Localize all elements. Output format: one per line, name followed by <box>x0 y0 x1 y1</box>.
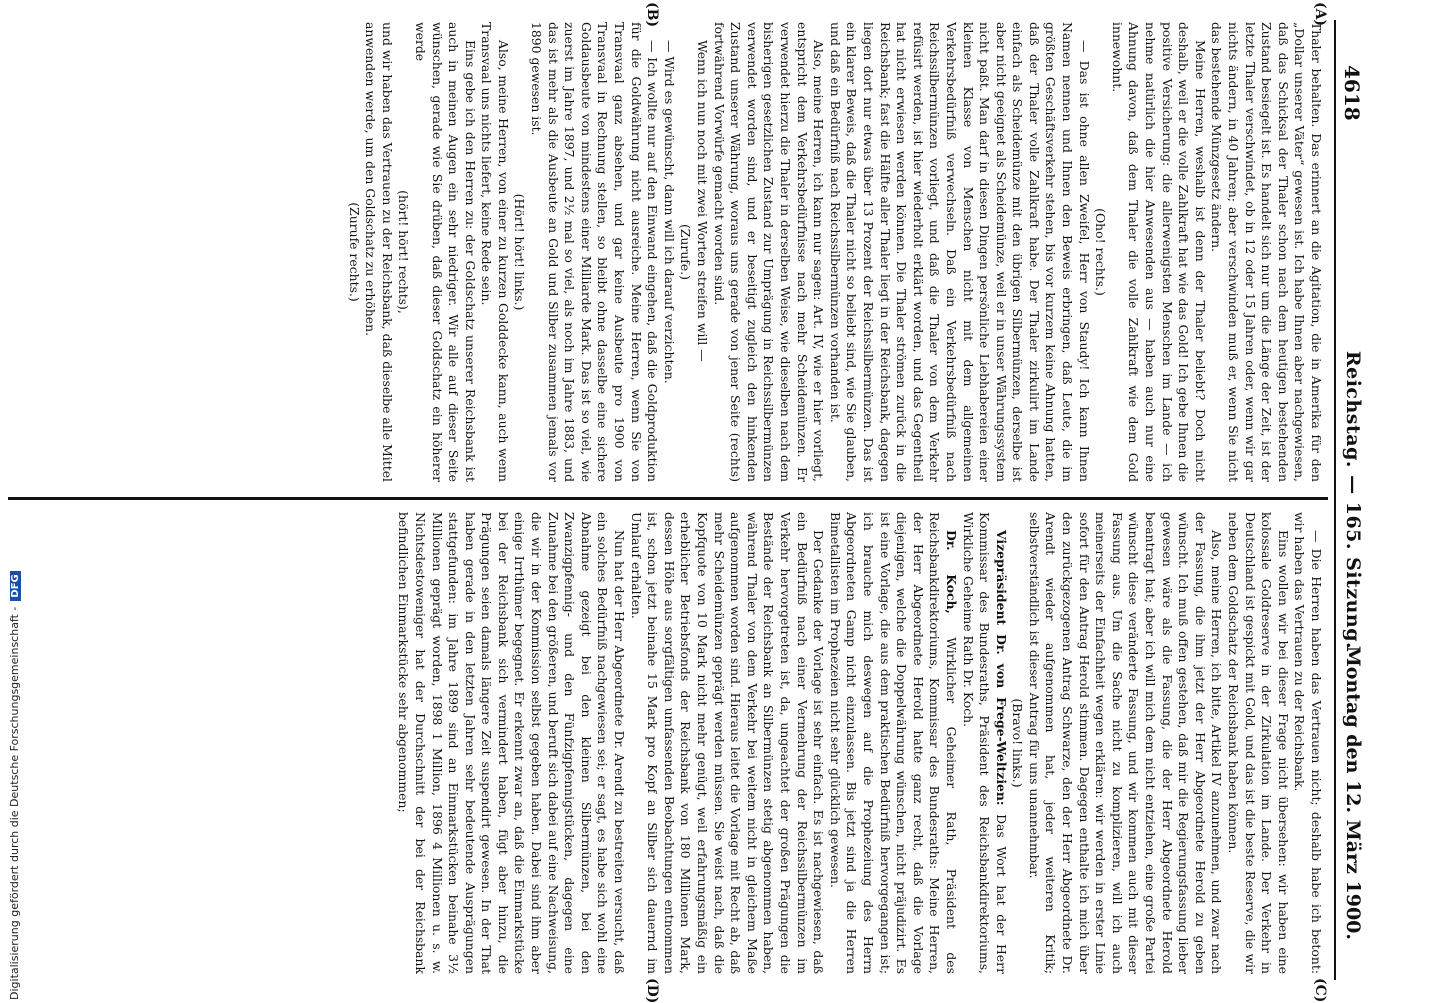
speaker-name: Vizepräsident Dr. von Frege-Weltzien: <box>993 530 1009 806</box>
interjection <box>1009 512 1026 974</box>
paragraph-text: (Zurufe.) <box>678 223 694 281</box>
speaker-paragraph <box>959 512 1009 974</box>
margin-mark-d: (D) <box>644 978 660 1003</box>
paragraph-text: Also, meine Herren, ich bitte, Artikel IV anzunehmen, und zwar nach der Fassung, die ihm jetzt der Herr Abgeordnete Herold zu geben wünscht. Ich muß offen gestehen, daß mir die Regierungsfassung lieber gewesen wäre als die Fassung, die der Herr Abgeordnete Herold beantragt hat; aber ich will mich dem nicht entziehen, eine große Partei wünscht diese veränderte Fassung, und wir kommen auch mit dieser Fassung aus. Um die Sache nicht zu komplizieren, will ich auch meinerseits der Einfachheit wegen erklären: wir werden in erster Linie sofort für den Antrag Herold stimmen. Dagegen enthalte ich mich über den zurückgezogenen Antrag Schwarze, den der Herr Abgeordnete Dr. Arendt wieder aufgenommen hat, jeder weiteren Kritik; selbstverständlich ist dieser Antrag für uns unannehmbar. <box>1026 512 1225 974</box>
paragraph-text: (Zurufe rechts.) <box>346 202 362 302</box>
page-number: 4618 <box>1340 65 1364 121</box>
paragraph <box>528 22 661 482</box>
page-title: Reichstag. — 165. Sitzung. <box>1342 350 1364 650</box>
paragraph <box>826 22 1092 482</box>
dfg-logo: DFG <box>10 571 21 600</box>
paragraph <box>693 22 710 482</box>
paragraph <box>1025 512 1224 974</box>
interjection <box>677 22 694 482</box>
interjection <box>511 22 528 482</box>
paragraph <box>1291 512 1324 974</box>
paragraph <box>1208 22 1324 482</box>
speaker-name: Dr. Koch, <box>943 530 959 614</box>
paragraph-text: — Wird es gewünscht, dann will ich darauf verzichten. <box>661 40 677 384</box>
margin-mark-b: (B) <box>644 2 660 28</box>
footer-text: Digitalisierung gefördert durch die Deutsche Forschungsgemeinschaft - <box>8 606 21 1000</box>
left-text-column <box>6 22 1324 482</box>
paragraph-text: Wenn ich nun noch mit zwei Worten streifen will — <box>695 40 711 362</box>
paragraph <box>660 22 677 482</box>
paragraph-text: Eins gebe ich den Herren zu: der Goldschatz unserer Reichsbank ist auch in meinen Augen ein sehr niedriger. Wir alle auf dieser Seite wünschen, gerade wie Sie drüben, daß dieser Goldschatz ein höherer werde <box>412 22 478 482</box>
paragraph <box>395 512 627 974</box>
paragraph-text: (Oho! rechts.) <box>1093 208 1109 296</box>
paragraph-text: — Die Herren haben das Vertrauen nicht; deshalb habe ich betont: wir haben das Vertrauen zu der Reichsbank. <box>1292 512 1324 974</box>
header-rule <box>1334 20 1336 980</box>
paragraph <box>1108 22 1208 482</box>
interjection <box>395 22 412 482</box>
paragraph <box>362 22 395 482</box>
paragraph-text: Meine Herren, weshalb ist denn der Thaler beliebt? Doch nicht deshalb, weil er die volle Zahlkraft hat wie das Gold! Ich gebe Ihnen die positive Versicherung: die allerwenigsten Menschen im Lande — ich nehme natürlich die hier Anwesenden aus — haben auch nur eine Ahnung davon, daß dem Thaler die volle Zahlkraft wie dem Gold innewohnt. <box>1109 22 1208 482</box>
speaker-paragraph <box>826 512 959 974</box>
paragraph-text: Das Wort hat der Herr Kommissar des Bundesraths, Präsident des Reichsbankdirektoriums, Wirkliche Geheime Rath Dr. Koch. <box>960 512 1009 974</box>
paragraph <box>710 22 826 482</box>
interjection <box>345 22 362 482</box>
right-text-column <box>6 512 1324 974</box>
paragraph <box>478 22 511 482</box>
paragraph-text: und wir haben das Vertrauen zu der Reichsbank, daß dieselbe alle Mittel anwenden werde, um den Goldschatz zu erhöhen. <box>363 22 395 482</box>
margin-mark-c: (C) <box>1312 978 1328 1003</box>
column-divider <box>8 497 1328 500</box>
paragraph-text: Der Gedanke der Vorlage ist sehr einfach. Es ist nachgewiesen, daß ein Bedürfniß nach einer Vermehrung der Reichssilbermünzen im Verkehr hervorgetreten ist, da, ungeachtet der großen Prägungen die Bestände der Reichsbank an Silbermünzen stetig abgenommen haben, während Thaler von dem Verkehr bei weitem nicht in gleichem Maße aufgenommen worden sind. Hieraus leitet die Vorlage mit Recht ab, daß mehr Scheidemünzen geprägt werden müssen. Sie weist nach, daß die Kopfquote von 10 Mark nicht mehr genügt, weil erfahrungsmäßig ein erheblicher Betriebsfonds der Reichsbank von 180 Millionen Mark, dessen Höhe aus sorgfältigen umfassenden Beobachtungen entnommen ist, schon jetzt beinahe 15 Mark pro Kopf an Silber sich dauernd im Umlauf erhalten. <box>628 512 827 974</box>
session-date: Montag den 12. März 1900. <box>1342 645 1364 940</box>
paragraph-text: — Das ist ohne allen Zweifel, Herr von Staudy! Ich kann Ihnen Namen nennen und Ihnen den Beweis erbringen, daß Leute, die im größten Geschäftsverkehr stehen, bis vor kurzem keine Ahnung hatten, daß der Thaler volle Zahlkraft habe. Der Thaler zirkulirt im Lande einfach als Scheidemünze mit den übrigen Silbermünzen, derselbe ist aber nicht geeignet als Scheidemünze, weil er in unser Währungssystem nicht paßt. Man darf in diesen Dingen persönliche Liebhabereien einer kleinen Klasse von Menschen nicht mit dem allgemeinen Verkehrsbedürfniß verwechseln. Daß ein Verkehrsbedürfniß nach Reichssilbermünzen vorliegt, und daß die Thaler von dem Verkehr refüsirt werden, ist hier wiederholt erklärt worden, und das Gegentheil hat nicht erwiesen werden können. Die Thaler strömen zurück in die Reichsbank; fast die Hälfte aller Thaler liegt in der Reichsbank, dagegen liegen dort nur etwas über 13 Prozent der Reichssilbermünzen. Das ist ein klarer Beweis, daß die Thaler nicht so beliebt sind, wie Sie glauben, und daß ein Bedürfniß nach Reichssilbermünzen vorhanden ist. <box>827 22 1092 482</box>
interjection <box>1092 22 1109 482</box>
paragraph <box>1224 512 1290 974</box>
paragraph-text: Also, meine Herren, von einer zu kurzen Golddecke kann, auch wenn Transvaal uns nichts liefert, keine Rede sein. <box>479 22 511 482</box>
margin-mark-a: (A) <box>1312 2 1328 27</box>
paragraph-text: (Bravo! links.) <box>1010 698 1026 788</box>
paragraph-text: (hört! hört! rechts), <box>396 190 412 314</box>
paragraph-text: Also, meine Herren, ich kann nur sagen: Art. IV, wie er hier vorliegt, entspricht dem Verkehrsbedürfnisse nach mehr Scheidemünzen. Er verwendet hierzu die Thaler in derselben Weise, wie dieselben nach dem bisherigen gesetzlichen Zustand zur Umprägung in Reichssilbermünzen verwendet worden sind, und er beseitigt zugleich den hinkenden Zustand unserer Währung, woraus uns gerade von jener Seite (rechts) fortwährend Vorwürfe gemacht worden sind. <box>711 22 827 482</box>
paragraph <box>627 512 826 974</box>
digitization-footer <box>8 500 21 1000</box>
page-header <box>1340 20 1370 980</box>
paragraph-text: Thaler behalten. Das erinnert an die Agitation, die in Amerika für den „Dollar unserer Väter“ gewesen ist. Ich habe Ihnen aber nachgewiesen, daß das Schicksal der Thaler schon nach dem heutigen bestehenden Zustand besiegelt ist. Es handelt sich nur um die Länge der Zeit, ist der letzte Thaler verschwindet, ob in 12 oder 15 Jahren oder, wenn wir gar nichts ändern, in 40 Jahren; aber verschwinden muß er, wenn Sie nicht das bestehende Münzgesetz ändern. <box>1209 22 1324 482</box>
paragraph-text: Wirklicher Geheimer Rath, Präsident des Reichsbankdirektoriums, Kommissar des Bundesraths: Meine Herren, der Herr Abgeordnete Herold hatte ganz recht, daß die Vorlage diejenigen, welche die Doppelwährung wünschen, nicht präjudizirt. Es ist eine Vorlage, die aus dem praktischen Bedürfniß hervorgegangen ist; ich brauche mich deswegen auf die Prophezeiung des Herrn Abgeordneten Gamp nicht einzulassen. Bis jetzt sind ja die Herren Bimetallisten im Prophezeien nicht sehr glücklich gewesen. <box>827 512 959 974</box>
paragraph-text: Eins wollen wir bei dieser Frage nicht übersehen: wir haben eine kolossale Goldreserve in der Zirkulation im Lande. Der Verkehr in Deutschland ist gespickt mit Gold, und das ist die beste Reserve, die wir neben dem Goldschatz der Reichsbank haben können. <box>1226 512 1291 974</box>
paragraph-text: — Ich wollte nur auf den Einwand eingehen, daß die Goldproduktion für die Goldwährung nicht ausreiche. Meine Herren, wenn Sie von Transvaal ganz absehen, und gar keine Ausbeute pro 1900 von Transvaal in Rechnung stellen, so bleibt ohne dasselbe eine sichere Goldausbeute von mindestens einer Milliarde Mark. Das ist so viel, wie zuerst im Jahre 1897, und 2½ mal so viel, als noch im Jahre 1883, und das ist mehr als die Ausbeute an Gold und Silber zusammen jemals vor 1890 gewesen ist. <box>529 22 661 482</box>
paragraph-text: Nun hat der Herr Abgeordnete Dr. Arendt zu bestreiten versucht, daß ein solches Bedürfniß nachgewiesen sei; er sagt, es habe sich wohl eine Abnahme gezeigt bei den kleinen Silbermünzen, bei den Zwanzigpfennig- und den Fünfzigpfennigstücken, dagegen eine Zunahme bei den größeren, und beruft sich dabei auf eine Nachweisung, die wir in der Kommission selbst gegeben haben. Dabei sind ihm aber einige Irrthümer begegnet. Er erkennt zwar an, daß die Einmarkstücke bei der Reichsbank sich vermindert haben, fügt aber hinzu, die Prägungen seien damals längere Zeit suspendirt gewesen. In der That haben gerade in den letzten Jahren sehr bedeutende Ausprägungen stattgefunden: im Jahre 1899 sind an Einmarkstücken beinahe 3½ Millionen geprägt worden, 1898 1 Million, 1896 4 Millionen u. s. w. Nichtsdestoweniger hat der Durchschnitt der bei der Reichsbank befindlichen Einmarkstücke sehr abgenommen; <box>396 512 628 974</box>
paragraph-text: (Hört! hört! links.) <box>512 193 528 311</box>
paragraph <box>411 22 477 482</box>
